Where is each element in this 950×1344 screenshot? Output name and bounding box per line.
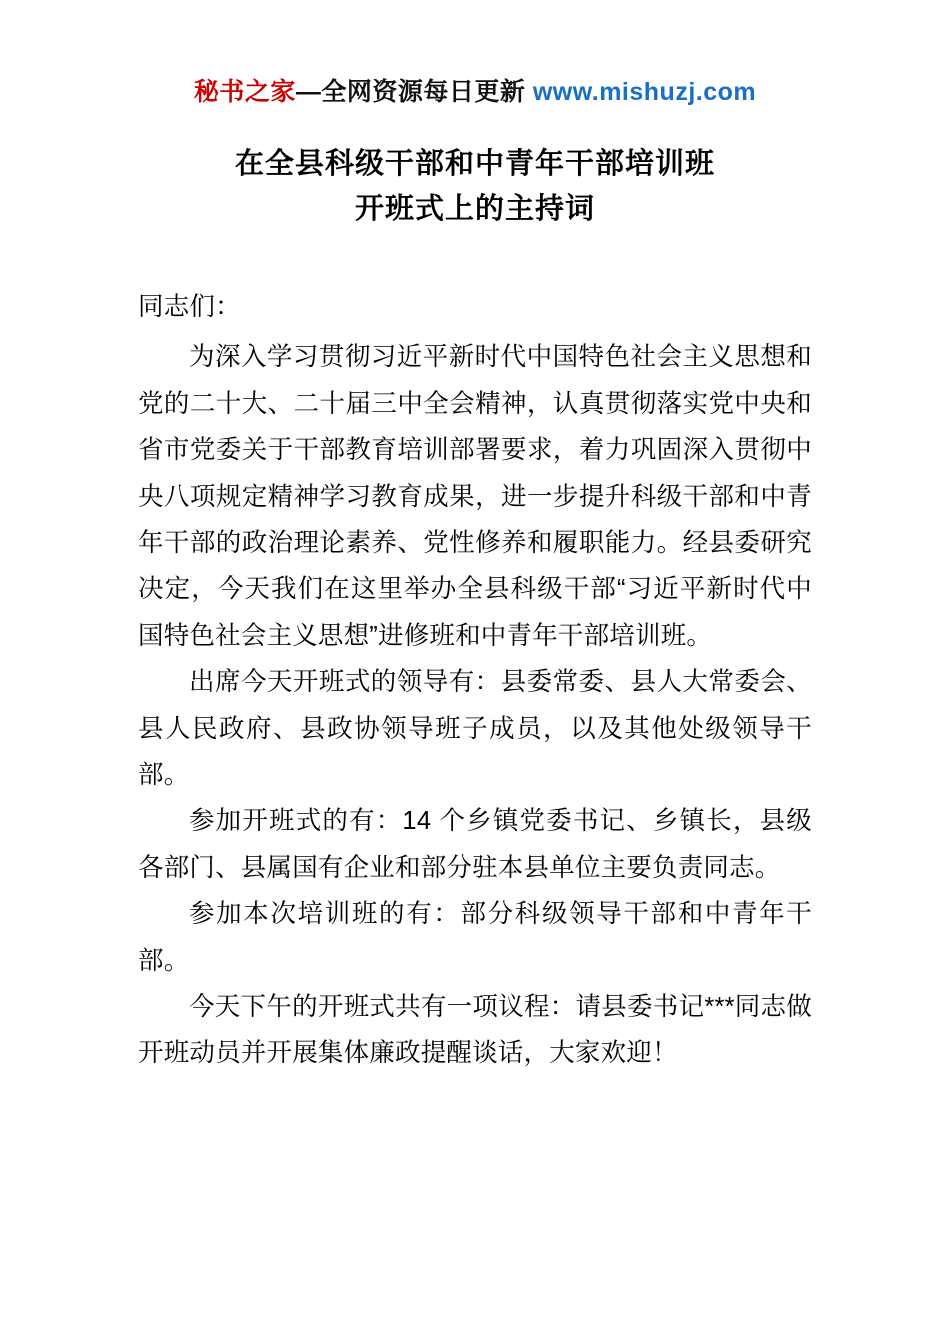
page-title-line-1: 在全县科级干部和中青年干部培训班 <box>234 148 715 180</box>
body-paragraph-3: 参加开班式的有：14 个乡镇党委书记、乡镇长，县级各部门、县属国有企业和部分驻本县单位主要负责同志。 <box>138 807 812 882</box>
body-paragraph-4: 参加本次培训班的有：部分科级领导干部和中青年干部。 <box>138 900 812 975</box>
page-title <box>138 142 812 232</box>
watermark-brand: 秘书之家 <box>193 78 296 106</box>
page-title-line-2: 开班式上的主持词 <box>354 192 595 225</box>
salutation: 同志们： <box>138 292 241 321</box>
site-watermark <box>138 72 812 108</box>
body-paragraph-5: 今天下午的开班式共有一项议程：请县委书记***同志做开班动员并开展集体廉政提醒谈话，大家欢迎！ <box>138 992 812 1068</box>
body-paragraph-2: 出席今天开班式的领导有：县委常委、县人大常委会、县人民政府、县政协领导班子成员，以及其他处级领导干部。 <box>138 668 812 789</box>
watermark-tagline: —全网资源每日更新 <box>295 78 526 106</box>
document-body <box>138 284 812 1077</box>
watermark-url: www.mishuzj.com <box>532 78 757 106</box>
body-paragraph-1: 为深入学习贯彻习近平新时代中国特色社会主义思想和党的二十大、二十届三中全会精神，认真贯彻落实党中央和省市党委关于干部教育培训部署要求，着力巩固深入贯彻中央八项规定精神学习教育成果，进一步提升科级干部和中青年干部的政治理论素养、党性修养和履职能力。经县委研究决定，今天我们在这里举办全县科级干部“习近平新时代中国特色社会主义思想”进修班和中青年干部培训班。 <box>138 343 812 650</box>
